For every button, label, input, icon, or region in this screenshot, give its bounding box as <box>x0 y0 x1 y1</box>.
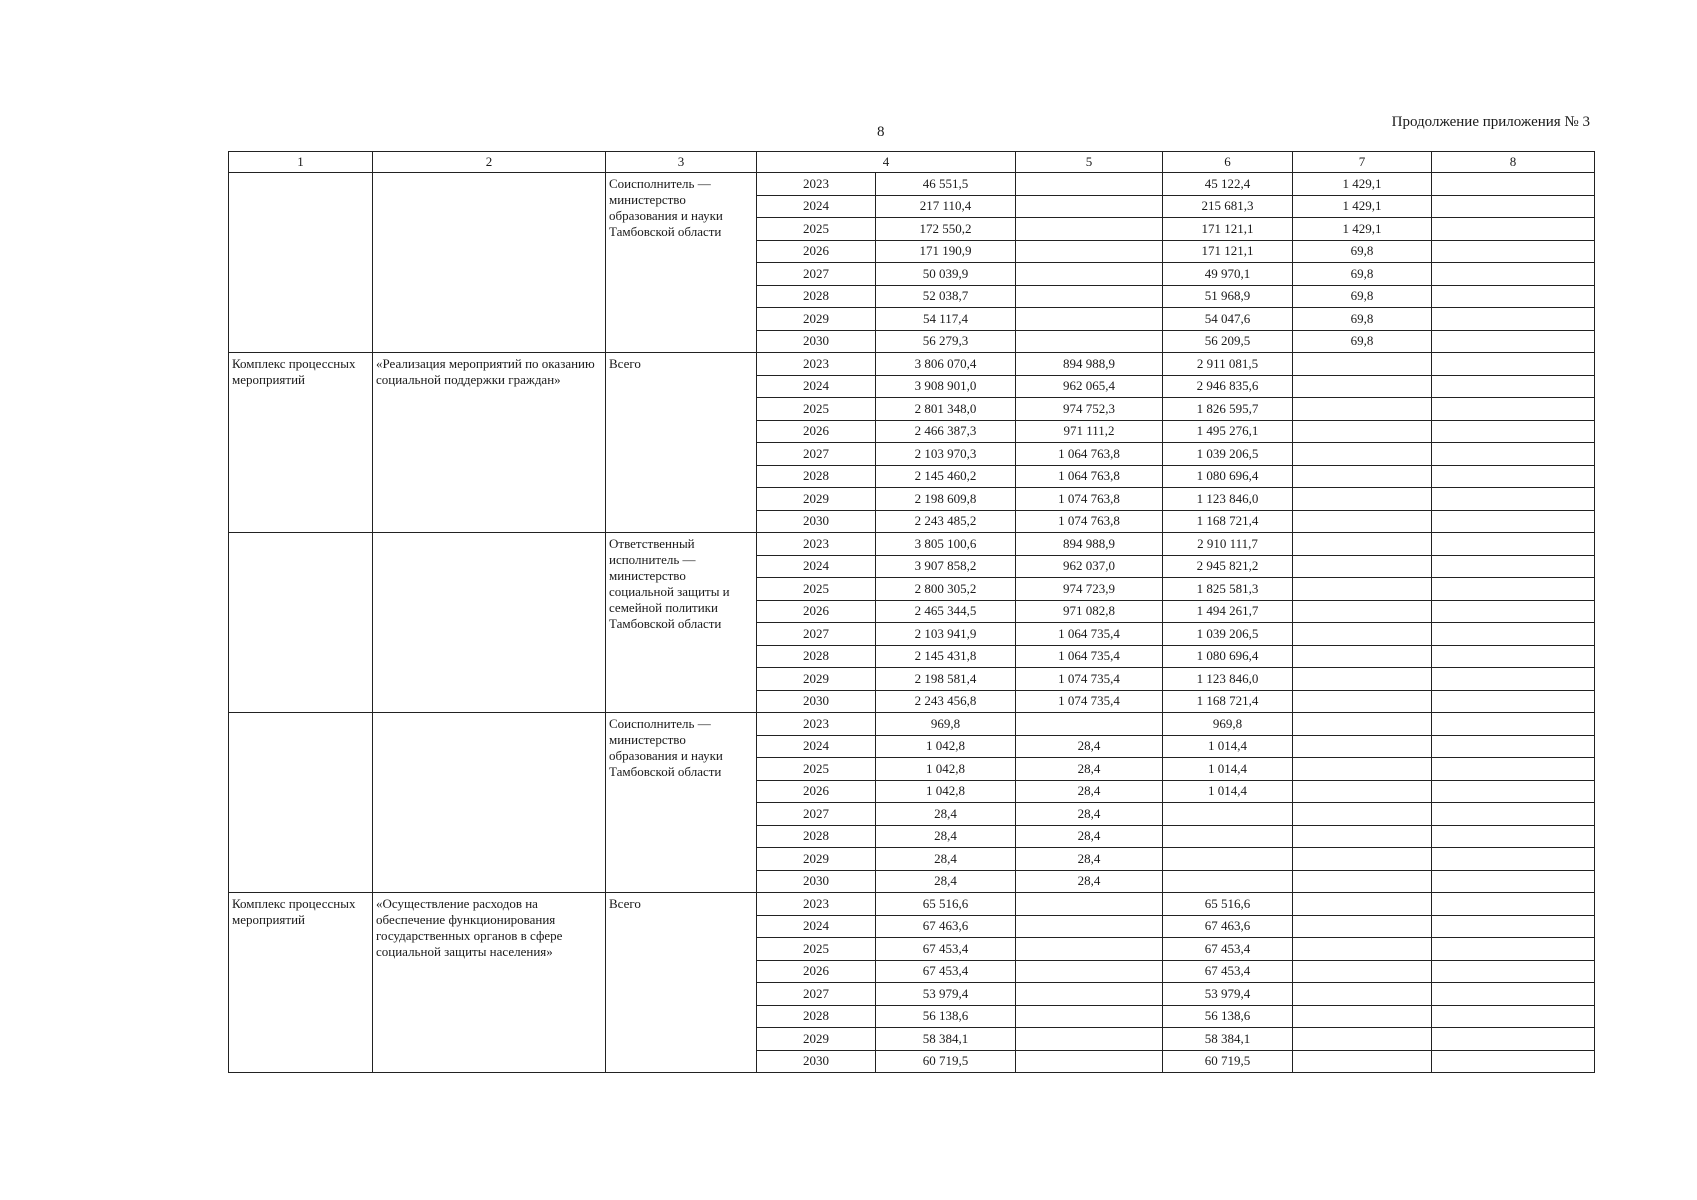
col8-cell <box>1432 645 1595 668</box>
col7-cell <box>1293 510 1432 533</box>
year-cell: 2029 <box>757 1028 876 1051</box>
col8-cell <box>1432 758 1595 781</box>
col8-cell <box>1432 1050 1595 1073</box>
col7-cell <box>1293 668 1432 691</box>
col7-cell: 69,8 <box>1293 263 1432 286</box>
page-number: 8 <box>877 124 885 140</box>
year-cell: 2029 <box>757 668 876 691</box>
col8-cell <box>1432 713 1595 736</box>
year-cell: 2023 <box>757 713 876 736</box>
table-row <box>229 353 1595 376</box>
col7-cell <box>1293 398 1432 421</box>
year-cell: 2027 <box>757 443 876 466</box>
total-cell: 969,8 <box>876 713 1016 736</box>
total-cell: 28,4 <box>876 870 1016 893</box>
col7-cell: 69,8 <box>1293 330 1432 353</box>
measure-name-cell <box>373 173 606 353</box>
total-cell: 2 198 609,8 <box>876 488 1016 511</box>
executor-cell: Соисполнитель — министерство образования и науки Тамбовской области <box>606 713 757 893</box>
total-cell: 1 042,8 <box>876 780 1016 803</box>
col5-cell <box>1016 173 1163 196</box>
col5-cell <box>1016 893 1163 916</box>
col8-cell <box>1432 780 1595 803</box>
col6-cell: 215 681,3 <box>1163 195 1293 218</box>
col5-cell: 28,4 <box>1016 825 1163 848</box>
col6-cell: 1 039 206,5 <box>1163 623 1293 646</box>
col6-cell: 1 123 846,0 <box>1163 668 1293 691</box>
total-cell: 2 103 941,9 <box>876 623 1016 646</box>
column-header: 5 <box>1016 152 1163 173</box>
col8-cell <box>1432 465 1595 488</box>
total-cell: 46 551,5 <box>876 173 1016 196</box>
col5-cell: 894 988,9 <box>1016 533 1163 556</box>
year-cell: 2029 <box>757 308 876 331</box>
col7-cell <box>1293 488 1432 511</box>
col5-cell: 962 065,4 <box>1016 375 1163 398</box>
col6-cell: 171 121,1 <box>1163 218 1293 241</box>
total-cell: 60 719,5 <box>876 1050 1016 1073</box>
col7-cell <box>1293 848 1432 871</box>
year-cell: 2028 <box>757 1005 876 1028</box>
col7-cell: 1 429,1 <box>1293 218 1432 241</box>
col8-cell <box>1432 735 1595 758</box>
col8-cell <box>1432 375 1595 398</box>
header-row <box>229 152 1595 173</box>
column-header: 3 <box>606 152 757 173</box>
col6-cell: 2 946 835,6 <box>1163 375 1293 398</box>
col8-cell <box>1432 983 1595 1006</box>
year-cell: 2028 <box>757 285 876 308</box>
year-cell: 2029 <box>757 488 876 511</box>
total-cell: 56 138,6 <box>876 1005 1016 1028</box>
col7-cell <box>1293 960 1432 983</box>
col5-cell <box>1016 1005 1163 1028</box>
year-cell: 2028 <box>757 825 876 848</box>
col6-cell: 969,8 <box>1163 713 1293 736</box>
col5-cell <box>1016 938 1163 961</box>
col5-cell <box>1016 1028 1163 1051</box>
total-cell: 217 110,4 <box>876 195 1016 218</box>
executor-cell: Ответственный исполнитель — министерство социальной защиты и семейной политики Тамбовской области <box>606 533 757 713</box>
col5-cell: 894 988,9 <box>1016 353 1163 376</box>
year-cell: 2024 <box>757 195 876 218</box>
total-cell: 58 384,1 <box>876 1028 1016 1051</box>
complex-type-cell: Комплекс процессных мероприятий <box>229 353 373 533</box>
col7-cell <box>1293 443 1432 466</box>
col7-cell <box>1293 825 1432 848</box>
col6-cell: 171 121,1 <box>1163 240 1293 263</box>
total-cell: 3 907 858,2 <box>876 555 1016 578</box>
year-cell: 2026 <box>757 960 876 983</box>
measure-name-cell: «Реализация мероприятий по оказанию социальной поддержки граждан» <box>373 353 606 533</box>
col7-cell <box>1293 803 1432 826</box>
total-cell: 65 516,6 <box>876 893 1016 916</box>
col8-cell <box>1432 353 1595 376</box>
total-cell: 28,4 <box>876 825 1016 848</box>
year-cell: 2023 <box>757 533 876 556</box>
col6-cell: 1 825 581,3 <box>1163 578 1293 601</box>
total-cell: 3 805 100,6 <box>876 533 1016 556</box>
col5-cell <box>1016 1050 1163 1073</box>
col7-cell <box>1293 758 1432 781</box>
col5-cell: 974 723,9 <box>1016 578 1163 601</box>
col7-cell <box>1293 645 1432 668</box>
col8-cell <box>1432 443 1595 466</box>
col5-cell: 1 074 763,8 <box>1016 510 1163 533</box>
column-header: 6 <box>1163 152 1293 173</box>
col8-cell <box>1432 578 1595 601</box>
col8-cell <box>1432 938 1595 961</box>
col7-cell <box>1293 915 1432 938</box>
year-cell: 2025 <box>757 398 876 421</box>
year-cell: 2027 <box>757 983 876 1006</box>
col6-cell: 1 014,4 <box>1163 758 1293 781</box>
table-row <box>229 533 1595 556</box>
total-cell: 52 038,7 <box>876 285 1016 308</box>
col7-cell: 1 429,1 <box>1293 195 1432 218</box>
total-cell: 56 279,3 <box>876 330 1016 353</box>
total-cell: 67 453,4 <box>876 960 1016 983</box>
col7-cell <box>1293 690 1432 713</box>
column-header: 1 <box>229 152 373 173</box>
col6-cell: 1 826 595,7 <box>1163 398 1293 421</box>
col6-cell <box>1163 803 1293 826</box>
col5-cell <box>1016 983 1163 1006</box>
total-cell: 67 463,6 <box>876 915 1016 938</box>
year-cell: 2025 <box>757 938 876 961</box>
col5-cell: 28,4 <box>1016 780 1163 803</box>
col5-cell <box>1016 263 1163 286</box>
col8-cell <box>1432 173 1595 196</box>
col6-cell: 56 138,6 <box>1163 1005 1293 1028</box>
col8-cell <box>1432 533 1595 556</box>
year-cell: 2024 <box>757 375 876 398</box>
complex-type-cell: Комплекс процессных мероприятий <box>229 893 373 1073</box>
col6-cell: 56 209,5 <box>1163 330 1293 353</box>
col6-cell: 67 463,6 <box>1163 915 1293 938</box>
col7-cell: 69,8 <box>1293 308 1432 331</box>
table-row <box>229 893 1595 916</box>
year-cell: 2029 <box>757 848 876 871</box>
col7-cell <box>1293 578 1432 601</box>
col6-cell: 2 945 821,2 <box>1163 555 1293 578</box>
col5-cell: 1 064 735,4 <box>1016 623 1163 646</box>
col6-cell: 45 122,4 <box>1163 173 1293 196</box>
col7-cell <box>1293 353 1432 376</box>
total-cell: 1 042,8 <box>876 735 1016 758</box>
col7-cell <box>1293 893 1432 916</box>
col8-cell <box>1432 263 1595 286</box>
col5-cell: 28,4 <box>1016 803 1163 826</box>
measure-name-cell: «Осуществление расходов на обеспечение функционирования государственных органов в сфере социальной защиты населения» <box>373 893 606 1073</box>
complex-type-cell <box>229 713 373 893</box>
col5-cell <box>1016 218 1163 241</box>
col5-cell <box>1016 713 1163 736</box>
year-cell: 2026 <box>757 780 876 803</box>
year-cell: 2027 <box>757 623 876 646</box>
col8-cell <box>1432 915 1595 938</box>
total-cell: 28,4 <box>876 803 1016 826</box>
total-cell: 2 198 581,4 <box>876 668 1016 691</box>
col5-cell <box>1016 195 1163 218</box>
col5-cell: 28,4 <box>1016 735 1163 758</box>
col6-cell: 1 168 721,4 <box>1163 510 1293 533</box>
total-cell: 2 145 460,2 <box>876 465 1016 488</box>
measure-name-cell <box>373 713 606 893</box>
year-cell: 2026 <box>757 420 876 443</box>
col8-cell <box>1432 960 1595 983</box>
col6-cell: 2 911 081,5 <box>1163 353 1293 376</box>
col7-cell <box>1293 1005 1432 1028</box>
col6-cell: 1 123 846,0 <box>1163 488 1293 511</box>
col6-cell: 1 014,4 <box>1163 735 1293 758</box>
col7-cell <box>1293 465 1432 488</box>
year-cell: 2027 <box>757 263 876 286</box>
column-header: 4 <box>757 152 1016 173</box>
col7-cell: 69,8 <box>1293 240 1432 263</box>
col8-cell <box>1432 803 1595 826</box>
total-cell: 2 103 970,3 <box>876 443 1016 466</box>
col7-cell <box>1293 938 1432 961</box>
col5-cell: 28,4 <box>1016 870 1163 893</box>
col8-cell <box>1432 668 1595 691</box>
year-cell: 2030 <box>757 510 876 533</box>
col7-cell: 69,8 <box>1293 285 1432 308</box>
col8-cell <box>1432 690 1595 713</box>
col6-cell: 1 495 276,1 <box>1163 420 1293 443</box>
budget-table <box>228 151 1595 1073</box>
col8-cell <box>1432 240 1595 263</box>
col8-cell <box>1432 420 1595 443</box>
col8-cell <box>1432 555 1595 578</box>
col7-cell <box>1293 1028 1432 1051</box>
col7-cell <box>1293 1050 1432 1073</box>
continuation-label: Продолжение приложения № 3 <box>1391 114 1590 130</box>
year-cell: 2024 <box>757 555 876 578</box>
total-cell: 2 801 348,0 <box>876 398 1016 421</box>
col6-cell: 53 979,4 <box>1163 983 1293 1006</box>
col5-cell <box>1016 915 1163 938</box>
col7-cell <box>1293 375 1432 398</box>
total-cell: 2 466 387,3 <box>876 420 1016 443</box>
year-cell: 2030 <box>757 330 876 353</box>
year-cell: 2023 <box>757 353 876 376</box>
column-header: 8 <box>1432 152 1595 173</box>
col7-cell <box>1293 983 1432 1006</box>
col8-cell <box>1432 510 1595 533</box>
col6-cell: 65 516,6 <box>1163 893 1293 916</box>
col7-cell <box>1293 600 1432 623</box>
col6-cell: 1 168 721,4 <box>1163 690 1293 713</box>
col8-cell <box>1432 330 1595 353</box>
executor-cell: Соисполнитель — министерство образования и науки Тамбовской области <box>606 173 757 353</box>
col8-cell <box>1432 893 1595 916</box>
col8-cell <box>1432 285 1595 308</box>
total-cell: 3 908 901,0 <box>876 375 1016 398</box>
table-row <box>229 713 1595 736</box>
col7-cell <box>1293 555 1432 578</box>
col6-cell: 49 970,1 <box>1163 263 1293 286</box>
col6-cell: 67 453,4 <box>1163 960 1293 983</box>
col5-cell: 1 064 763,8 <box>1016 465 1163 488</box>
col6-cell <box>1163 870 1293 893</box>
col5-cell: 1 064 735,4 <box>1016 645 1163 668</box>
col5-cell: 971 082,8 <box>1016 600 1163 623</box>
col8-cell <box>1432 600 1595 623</box>
col8-cell <box>1432 218 1595 241</box>
col5-cell: 28,4 <box>1016 848 1163 871</box>
total-cell: 2 800 305,2 <box>876 578 1016 601</box>
total-cell: 53 979,4 <box>876 983 1016 1006</box>
total-cell: 2 243 485,2 <box>876 510 1016 533</box>
col6-cell: 1 494 261,7 <box>1163 600 1293 623</box>
col6-cell: 1 080 696,4 <box>1163 645 1293 668</box>
year-cell: 2025 <box>757 758 876 781</box>
col5-cell <box>1016 285 1163 308</box>
col8-cell <box>1432 825 1595 848</box>
col8-cell <box>1432 398 1595 421</box>
total-cell: 172 550,2 <box>876 218 1016 241</box>
col8-cell <box>1432 308 1595 331</box>
col6-cell <box>1163 825 1293 848</box>
col8-cell <box>1432 623 1595 646</box>
col5-cell: 1 064 763,8 <box>1016 443 1163 466</box>
col6-cell: 1 039 206,5 <box>1163 443 1293 466</box>
col7-cell <box>1293 780 1432 803</box>
col6-cell: 67 453,4 <box>1163 938 1293 961</box>
year-cell: 2030 <box>757 690 876 713</box>
year-cell: 2030 <box>757 1050 876 1073</box>
col5-cell: 28,4 <box>1016 758 1163 781</box>
complex-type-cell <box>229 533 373 713</box>
col5-cell <box>1016 308 1163 331</box>
column-header: 7 <box>1293 152 1432 173</box>
year-cell: 2025 <box>757 578 876 601</box>
year-cell: 2030 <box>757 870 876 893</box>
total-cell: 28,4 <box>876 848 1016 871</box>
year-cell: 2026 <box>757 600 876 623</box>
col6-cell: 58 384,1 <box>1163 1028 1293 1051</box>
col5-cell: 974 752,3 <box>1016 398 1163 421</box>
col8-cell <box>1432 1005 1595 1028</box>
col5-cell: 1 074 735,4 <box>1016 668 1163 691</box>
col5-cell: 1 074 735,4 <box>1016 690 1163 713</box>
year-cell: 2023 <box>757 173 876 196</box>
total-cell: 67 453,4 <box>876 938 1016 961</box>
complex-type-cell <box>229 173 373 353</box>
col6-cell: 1 080 696,4 <box>1163 465 1293 488</box>
total-cell: 2 465 344,5 <box>876 600 1016 623</box>
col5-cell <box>1016 240 1163 263</box>
year-cell: 2025 <box>757 218 876 241</box>
table-row <box>229 173 1595 196</box>
col6-cell: 2 910 111,7 <box>1163 533 1293 556</box>
year-cell: 2024 <box>757 735 876 758</box>
col8-cell <box>1432 1028 1595 1051</box>
year-cell: 2023 <box>757 893 876 916</box>
total-cell: 3 806 070,4 <box>876 353 1016 376</box>
col5-cell <box>1016 960 1163 983</box>
col6-cell: 1 014,4 <box>1163 780 1293 803</box>
col7-cell <box>1293 533 1432 556</box>
total-cell: 1 042,8 <box>876 758 1016 781</box>
executor-cell: Всего <box>606 893 757 1073</box>
col7-cell <box>1293 713 1432 736</box>
year-cell: 2028 <box>757 645 876 668</box>
total-cell: 2 145 431,8 <box>876 645 1016 668</box>
col7-cell: 1 429,1 <box>1293 173 1432 196</box>
year-cell: 2026 <box>757 240 876 263</box>
col5-cell <box>1016 330 1163 353</box>
total-cell: 2 243 456,8 <box>876 690 1016 713</box>
total-cell: 50 039,9 <box>876 263 1016 286</box>
col8-cell <box>1432 848 1595 871</box>
col6-cell: 54 047,6 <box>1163 308 1293 331</box>
col8-cell <box>1432 488 1595 511</box>
executor-cell: Всего <box>606 353 757 533</box>
col5-cell: 1 074 763,8 <box>1016 488 1163 511</box>
total-cell: 171 190,9 <box>876 240 1016 263</box>
col6-cell <box>1163 848 1293 871</box>
col6-cell: 51 968,9 <box>1163 285 1293 308</box>
col7-cell <box>1293 735 1432 758</box>
col5-cell: 971 111,2 <box>1016 420 1163 443</box>
col8-cell <box>1432 870 1595 893</box>
year-cell: 2028 <box>757 465 876 488</box>
col7-cell <box>1293 870 1432 893</box>
col7-cell <box>1293 623 1432 646</box>
year-cell: 2027 <box>757 803 876 826</box>
col8-cell <box>1432 195 1595 218</box>
measure-name-cell <box>373 533 606 713</box>
column-header: 2 <box>373 152 606 173</box>
col6-cell: 60 719,5 <box>1163 1050 1293 1073</box>
year-cell: 2024 <box>757 915 876 938</box>
total-cell: 54 117,4 <box>876 308 1016 331</box>
col7-cell <box>1293 420 1432 443</box>
col5-cell: 962 037,0 <box>1016 555 1163 578</box>
